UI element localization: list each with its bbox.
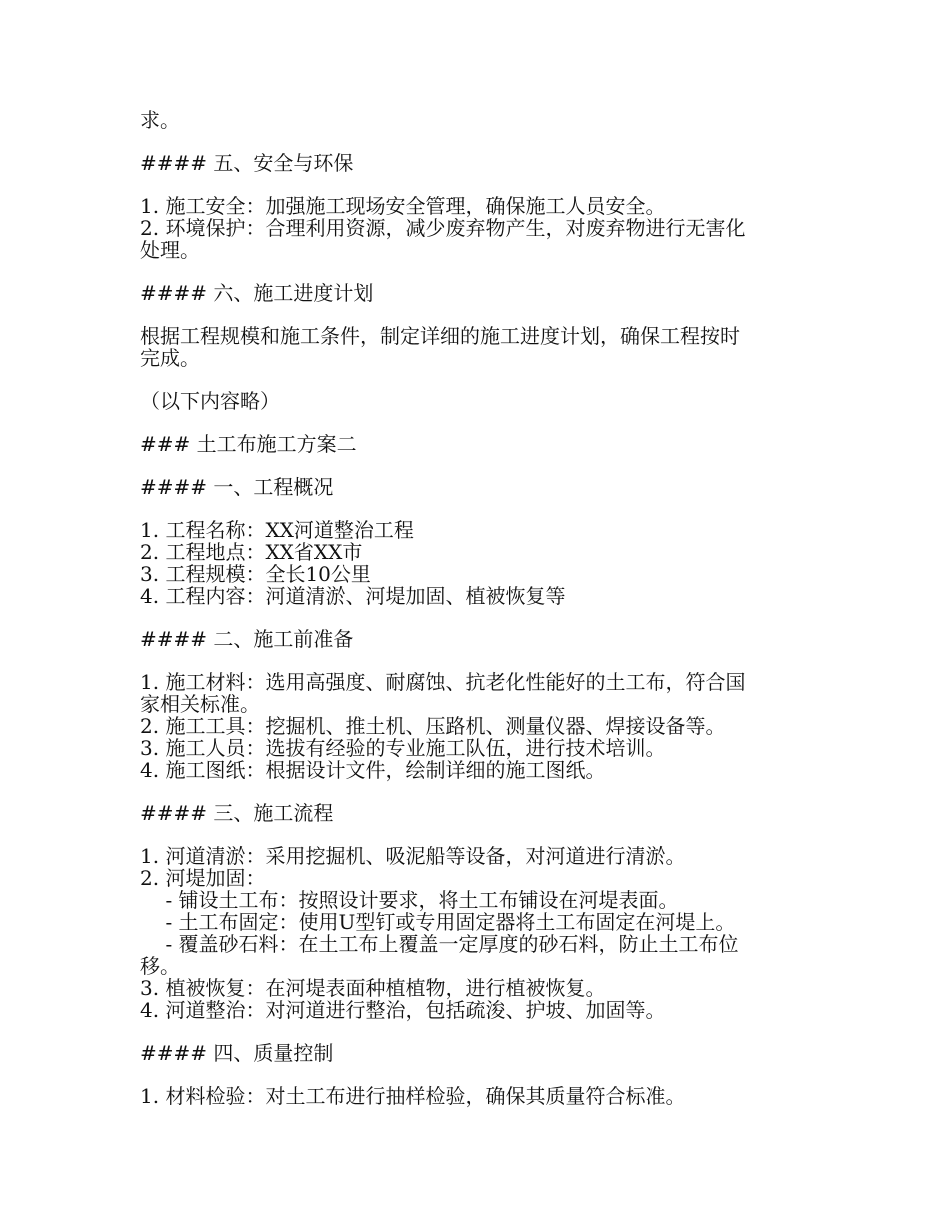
list-block [140,1085,820,1107]
sub-list-item: - 铺设土工布：按照设计要求，将土工布铺设在河堤表面。 [140,888,679,912]
section-heading [140,628,820,650]
heading-text: #### 六、施工进度计划 [140,281,374,305]
list-item: 1. 工程名称：XX河道整治工程 [140,518,414,542]
list-item: 2. 工程地点：XX省XX市 [140,540,363,564]
list-block [140,845,820,1021]
list-item: 4. 河道整治：对河道进行整治，包括疏浚、护坡、加固等。 [140,998,666,1022]
list-item: 1. 河道清淤：采用挖掘机、吸泥船等设备，对河道进行清淤。 [140,844,686,868]
list-block [140,195,820,261]
sub-list-item: - 覆盖砂石料：在土工布上覆盖一定厚度的砂石料，防止土工布位 [140,932,739,956]
paragraph [140,325,820,369]
heading-text: #### 五、安全与环保 [140,151,354,175]
heading-text: #### 一、工程概况 [140,475,334,499]
section-heading [140,1042,820,1064]
list-item: 1. 施工材料：选用高强度、耐腐蚀、抗老化性能好的土工布，符合国 [140,670,746,694]
list-item-continuation: 处理。 [140,238,200,262]
list-item: 4. 工程内容：河道清淤、河堤加固、植被恢复等 [140,584,566,608]
paragraph-line: 根据工程规模和施工条件，制定详细的施工进度计划，确保工程按时 [140,324,740,348]
paragraph-line: 完成。 [140,346,200,370]
list-item-continuation: 移。 [140,954,180,978]
list-item: 2. 施工工具：挖掘机、推土机、压路机、测量仪器、焊接设备等。 [140,714,726,738]
list-item: 3. 工程规模：全长10公里 [140,562,371,586]
list-item: 3. 植被恢复：在河堤表面种植植物，进行植被恢复。 [140,976,606,1000]
list-block [140,671,820,781]
list-block [140,519,820,607]
note-text: （以下内容略） [140,389,280,413]
text-line: 求。 [140,108,180,132]
list-item-continuation: 家相关标准。 [140,692,260,716]
omission-note [140,390,820,412]
document-page [140,109,820,1128]
list-item: 1. 材料检验：对土工布进行抽样检验，确保其质量符合标准。 [140,1084,686,1108]
sub-list-item: - 土工布固定：使用U型钉或专用固定器将土工布固定在河堤上。 [140,910,736,934]
list-item: 2. 河堤加固： [140,866,266,890]
text-fragment [140,109,820,131]
section-heading [140,476,820,498]
list-item: 2. 环境保护：合理利用资源，减少废弃物产生，对废弃物进行无害化 [140,216,746,240]
title-text: ### 土工布施工方案二 [140,432,357,456]
list-item: 4. 施工图纸：根据设计文件，绘制详细的施工图纸。 [140,758,606,782]
document-title [140,433,820,455]
section-heading [140,282,820,304]
heading-text: #### 三、施工流程 [140,801,334,825]
section-heading [140,802,820,824]
heading-text: #### 二、施工前准备 [140,627,354,651]
section-heading [140,152,820,174]
list-item: 1. 施工安全：加强施工现场安全管理，确保施工人员安全。 [140,194,666,218]
heading-text: #### 四、质量控制 [140,1041,334,1065]
list-item: 3. 施工人员：选拔有经验的专业施工队伍，进行技术培训。 [140,736,666,760]
